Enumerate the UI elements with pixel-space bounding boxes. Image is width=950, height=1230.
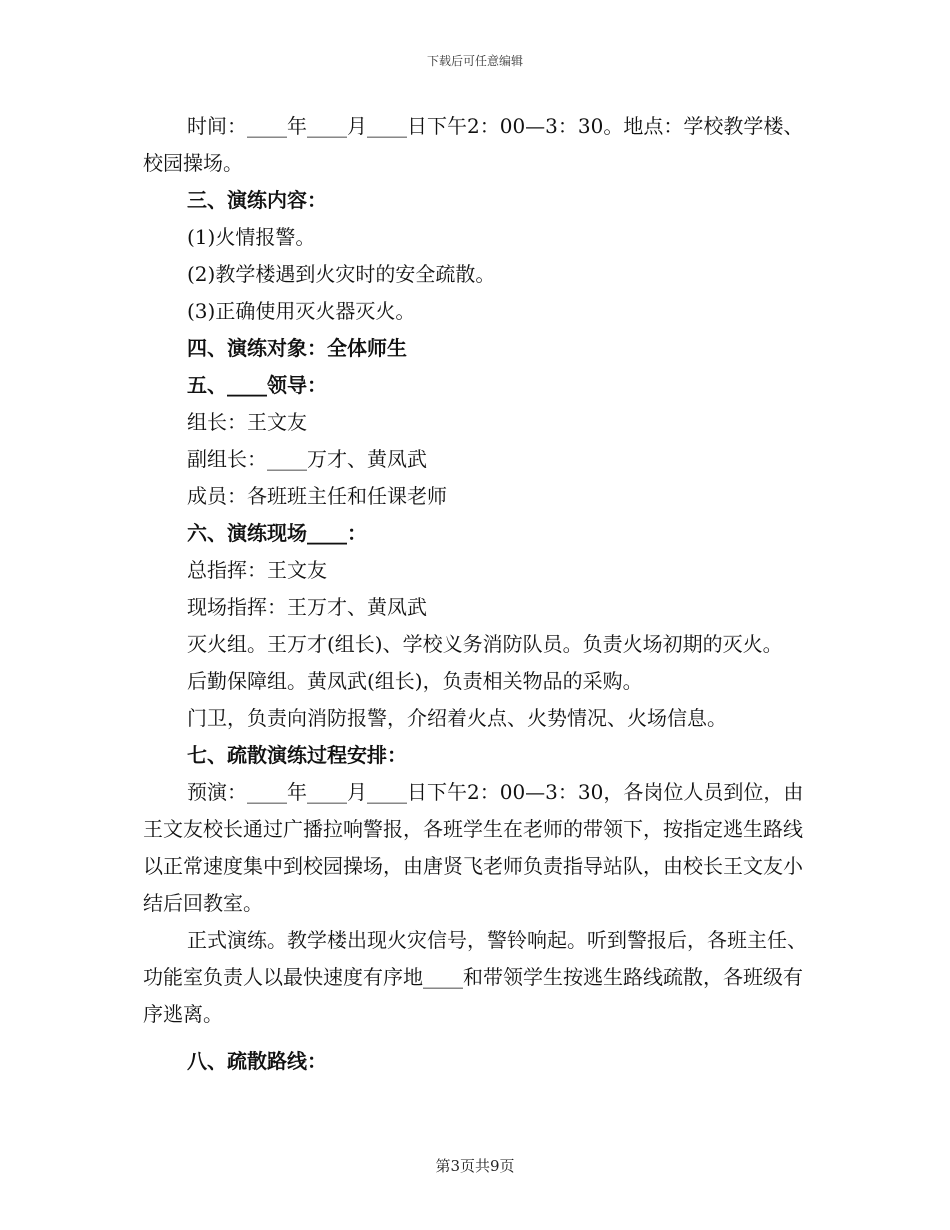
content-item-3: (3)正确使用灭火器灭火。 <box>187 299 416 323</box>
page-header: 下载后可任意编辑 <box>426 54 523 68</box>
section-3-heading: 三、演练内容： <box>187 188 327 212</box>
time-location-paragraph: 时间：____年____月____日下午2：00—3：30。地点：学校教学楼、校园操场。 <box>143 114 804 175</box>
document-body <box>143 108 808 1080</box>
fire-team-paragraph: 灭火组。王万才(组长)、学校义务消防队员。负责火场初期的灭火。 <box>187 632 783 656</box>
section-5-heading: 五、____领导： <box>187 373 327 397</box>
deputy-leader-line: 副组长：____万才、黄凤武 <box>187 447 427 471</box>
section-8-heading: 八、疏散路线： <box>187 1049 327 1073</box>
members-line: 成员：各班班主任和任课老师 <box>187 484 447 508</box>
site-commander-line: 现场指挥：王万才、黄凤武 <box>187 595 427 619</box>
section-7-heading: 七、疏散演练过程安排： <box>187 743 407 767</box>
section-4-heading: 四、演练对象：全体师生 <box>187 336 407 360</box>
guard-paragraph: 门卫，负责向消防报警，介绍着火点、火势情况、火场信息。 <box>187 706 727 730</box>
content-item-1: (1)火情报警。 <box>187 225 316 249</box>
leader-line: 组长：王文友 <box>187 410 307 434</box>
content-item-2: (2)教学楼遇到火灾时的安全疏散。 <box>187 262 496 286</box>
logistics-paragraph: 后勤保障组。黄凤武(组长)，负责相关物品的采购。 <box>187 669 643 693</box>
rehearsal-paragraph: 预演：____年____月____日下午2：00—3：30，各岗位人员到位，由王文友校长通过广播拉响警报，各班学生在老师的带领下，按指定逃生路线以正常速度集中到校园操场，由唐贤飞老师负责指导站队，由校长王文友小结后回教室。 <box>143 780 804 915</box>
page-footer: 第3页共9页 <box>435 1157 515 1175</box>
section-6-heading: 六、演练现场____： <box>187 521 367 545</box>
commander-line: 总指挥：王文友 <box>187 558 327 582</box>
formal-drill-paragraph: 正式演练。教学楼出现火灾信号，警铃响起。听到警报后，各班主任、功能室负责人以最快速度有序地____和带领学生按逃生路线疏散，各班级有序逃离。 <box>143 928 807 1026</box>
